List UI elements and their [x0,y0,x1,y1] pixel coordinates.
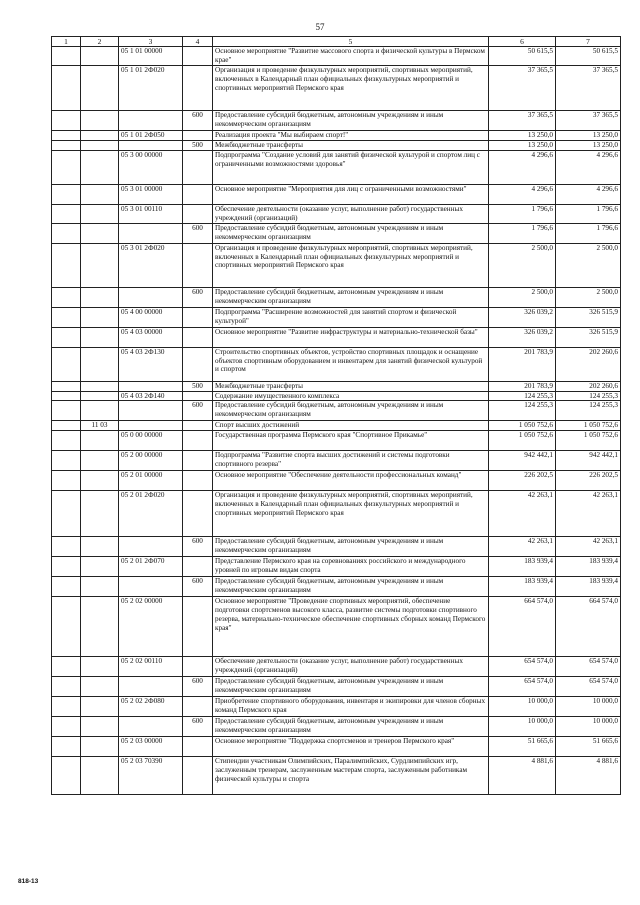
description-cell: Межбюджетные трансферты [213,381,489,391]
expense-type-code-cell: 600 [183,401,213,421]
amount-year-1-cell: 1 050 752,6 [489,431,556,451]
column-1-cell [52,287,81,307]
table-row [52,287,621,307]
amount-year-2-cell: 942 442,1 [556,451,621,471]
column-header: 1 [52,37,81,47]
table-row [52,677,621,697]
column-header: 3 [119,37,183,47]
description-cell: Предоставление субсидий бюджетным, автономным учреждениям и иным некоммерческим организациям [213,287,489,307]
amount-year-2-cell: 1 796,6 [556,223,621,243]
amount-year-1-cell: 201 783,9 [489,381,556,391]
amount-year-2-cell: 50 615,5 [556,47,621,66]
expense-type-code-cell [183,597,213,657]
description-cell: Содержание имущественного комплекса [213,391,489,401]
amount-year-2-cell: 10 000,0 [556,717,621,737]
section-code-cell [81,307,119,327]
table-row [52,47,621,66]
table-row [52,717,621,737]
description-cell: Предоставление субсидий бюджетным, автономным учреждениям и иным некоммерческим организациям [213,677,489,697]
column-1-cell [52,184,81,204]
section-code-cell [81,737,119,757]
section-code-cell [81,657,119,677]
section-code-cell [81,65,119,110]
column-1-cell [52,327,81,347]
section-code-cell [81,150,119,184]
table-row [52,491,621,537]
amount-year-2-cell: 326 515,9 [556,307,621,327]
column-1-cell [52,451,81,471]
target-article-code-cell: 05 1 01 00000 [119,47,183,66]
target-article-code-cell: 05 3 01 00110 [119,204,183,223]
amount-year-1-cell: 51 665,6 [489,737,556,757]
expense-type-code-cell [183,421,213,431]
column-1-cell [52,431,81,451]
target-article-code-cell: 05 2 00 00000 [119,451,183,471]
target-article-code-cell [119,110,183,130]
target-article-code-cell: 05 3 01 2Ф020 [119,243,183,287]
amount-year-2-cell: 4 296,6 [556,150,621,184]
column-1-cell [52,65,81,110]
column-1-cell [52,557,81,577]
amount-year-1-cell: 42 263,1 [489,491,556,537]
section-code-cell [81,140,119,150]
expense-type-code-cell [183,65,213,110]
amount-year-1-cell: 2 500,0 [489,243,556,287]
table-row [52,140,621,150]
section-code-cell [81,717,119,737]
expense-type-code-cell [183,471,213,491]
table-row [52,243,621,287]
table-row [52,204,621,223]
description-cell: Предоставление субсидий бюджетным, автономным учреждениям и иным некоммерческим организациям [213,717,489,737]
column-1-cell [52,110,81,130]
amount-year-1-cell: 201 783,9 [489,347,556,381]
section-code-cell: 11 03 [81,421,119,431]
section-code-cell [81,431,119,451]
column-1-cell [52,401,81,421]
amount-year-1-cell: 124 255,3 [489,391,556,401]
amount-year-1-cell: 37 365,5 [489,65,556,110]
description-cell: Подпрограмма "Расширение возможностей для занятий спортом и физической культурой" [213,307,489,327]
description-cell: Основное мероприятие "Мероприятия для лиц с ограниченными возможностями" [213,184,489,204]
expense-type-code-cell [183,327,213,347]
amount-year-2-cell: 42 263,1 [556,537,621,557]
column-header: 6 [489,37,556,47]
description-cell: Спорт высших достижений [213,421,489,431]
page-number: 57 [315,22,325,32]
description-cell: Организация и проведение физкультурных мероприятий, спортивных мероприятий, включенных в Календарный план официальных физкультурных мероприятий и спортивных мероприятий Пермского края [213,243,489,287]
amount-year-2-cell: 2 500,0 [556,287,621,307]
description-cell: Предоставление субсидий бюджетным, автономным учреждениям и иным некоммерческим организациям [213,577,489,597]
expense-type-code-cell [183,451,213,471]
table-row [52,757,621,795]
description-cell: Основное мероприятие "Поддержка спортсменов и тренеров Пермского края" [213,737,489,757]
target-article-code-cell [119,287,183,307]
target-article-code-cell: 05 2 01 2Ф070 [119,557,183,577]
table-row [52,597,621,657]
table-row [52,65,621,110]
amount-year-1-cell: 2 500,0 [489,287,556,307]
description-cell: Строительство спортивных объектов, устройство спортивных площадок и оснащение объектов спортивным оборудованием и инвентарем для занятий физической культурой и спортом [213,347,489,381]
table-row [52,557,621,577]
expense-type-code-cell [183,491,213,537]
column-1-cell [52,204,81,223]
target-article-code-cell: 05 2 02 00000 [119,597,183,657]
amount-year-2-cell: 37 365,5 [556,65,621,110]
amount-year-2-cell: 326 515,9 [556,327,621,347]
table-row [52,381,621,391]
column-1-cell [52,597,81,657]
amount-year-2-cell: 1 796,6 [556,204,621,223]
section-code-cell [81,243,119,287]
amount-year-2-cell: 4 296,6 [556,184,621,204]
expense-type-code-cell: 600 [183,577,213,597]
table-row [52,401,621,421]
column-1-cell [52,130,81,140]
expense-type-code-cell: 600 [183,287,213,307]
expense-type-code-cell: 600 [183,717,213,737]
amount-year-1-cell: 1 796,6 [489,223,556,243]
expense-type-code-cell: 600 [183,537,213,557]
column-1-cell [52,150,81,184]
column-header-row [52,37,621,47]
amount-year-2-cell: 1 050 752,6 [556,421,621,431]
section-code-cell [81,47,119,66]
description-cell: Представление Пермского края на соревнованиях российского и международного уровней по игровым видам спорта [213,557,489,577]
amount-year-1-cell: 50 615,5 [489,47,556,66]
section-code-cell [81,677,119,697]
column-1-cell [52,471,81,491]
amount-year-2-cell: 1 050 752,6 [556,431,621,451]
amount-year-1-cell: 10 000,0 [489,717,556,737]
expense-type-code-cell [183,184,213,204]
expense-type-code-cell [183,737,213,757]
description-cell: Обеспечение деятельности (оказание услуг, выполнение работ) государственных учреждений (организаций) [213,657,489,677]
description-cell: Основное мероприятие "Развитие инфраструктуры и материально-технической базы" [213,327,489,347]
amount-year-2-cell: 4 881,6 [556,757,621,795]
section-code-cell [81,537,119,557]
amount-year-2-cell: 202 260,6 [556,381,621,391]
table-row [52,697,621,717]
amount-year-2-cell: 124 255,3 [556,401,621,421]
column-1-cell [52,537,81,557]
description-cell: Подпрограмма "Создание условий для занятий физической культурой и спортом лиц с ограниченными возможностями здоровья" [213,150,489,184]
section-code-cell [81,327,119,347]
column-1-cell [52,223,81,243]
section-code-cell [81,287,119,307]
expense-type-code-cell [183,150,213,184]
section-code-cell [81,381,119,391]
amount-year-1-cell: 654 574,0 [489,677,556,697]
target-article-code-cell: 05 1 01 2Ф050 [119,130,183,140]
description-cell: Подпрограмма "Развитие спорта высших достижений и системы подготовки спортивного резерва" [213,451,489,471]
description-cell: Обеспечение деятельности (оказание услуг, выполнение работ) государственных учреждений (организаций) [213,204,489,223]
form-code: 818-13 [18,878,39,885]
amount-year-2-cell: 654 574,0 [556,677,621,697]
amount-year-2-cell: 654 574,0 [556,657,621,677]
description-cell: Стипендии участникам Олимпийских, Паралимпийских, Сурдлимпийских игр, заслуженным тренерам, заслуженным мастерам спорта, заслуженным работникам физической культуры и спорта [213,757,489,795]
description-cell: Основное мероприятие "Развитие массового спорта и физической культуры в Пермском крае" [213,47,489,66]
target-article-code-cell: 05 2 03 70390 [119,757,183,795]
amount-year-2-cell: 37 365,5 [556,110,621,130]
table-row [52,431,621,451]
expense-type-code-cell: 500 [183,140,213,150]
description-cell: Организация и проведение физкультурных мероприятий, спортивных мероприятий, включенных в Календарный план официальных физкультурных мероприятий и спортивных мероприятий Пермского края [213,491,489,537]
expense-type-code-cell [183,243,213,287]
description-cell: Основное мероприятие "Обеспечение деятельности профессиональных команд" [213,471,489,491]
table-row [52,150,621,184]
section-code-cell [81,757,119,795]
amount-year-2-cell: 2 500,0 [556,243,621,287]
table-row [52,451,621,471]
column-1-cell [52,717,81,737]
amount-year-1-cell: 664 574,0 [489,597,556,657]
description-cell: Реализация проекта "Мы выбираем спорт!" [213,130,489,140]
target-article-code-cell [119,577,183,597]
section-code-cell [81,347,119,381]
column-header: 7 [556,37,621,47]
description-cell: Предоставление субсидий бюджетным, автономным учреждениям и иным некоммерческим организациям [213,401,489,421]
section-code-cell [81,391,119,401]
target-article-code-cell [119,140,183,150]
target-article-code-cell: 05 2 03 00000 [119,737,183,757]
column-1-cell [52,677,81,697]
amount-year-1-cell: 13 250,0 [489,130,556,140]
section-code-cell [81,697,119,717]
target-article-code-cell: 05 2 01 00000 [119,471,183,491]
column-1-cell [52,307,81,327]
column-1-cell [52,657,81,677]
budget-table-body [52,37,621,795]
table-row [52,184,621,204]
target-article-code-cell [119,401,183,421]
section-code-cell [81,401,119,421]
table-row [52,737,621,757]
amount-year-1-cell: 183 939,4 [489,557,556,577]
amount-year-1-cell: 10 000,0 [489,697,556,717]
description-cell: Межбюджетные трансферты [213,140,489,150]
column-1-cell [52,757,81,795]
expense-type-code-cell: 600 [183,223,213,243]
section-code-cell [81,110,119,130]
description-cell: Предоставление субсидий бюджетным, автономным учреждениям и иным некоммерческим организациям [213,537,489,557]
budget-table [51,36,621,795]
amount-year-1-cell: 654 574,0 [489,657,556,677]
column-1-cell [52,47,81,66]
section-code-cell [81,597,119,657]
expense-type-code-cell [183,557,213,577]
expense-type-code-cell: 600 [183,677,213,697]
amount-year-2-cell: 226 202,5 [556,471,621,491]
expense-type-code-cell [183,757,213,795]
target-article-code-cell: 05 4 00 00000 [119,307,183,327]
expense-type-code-cell [183,347,213,381]
description-cell: Предоставление субсидий бюджетным, автономным учреждениям и иным некоммерческим организациям [213,110,489,130]
amount-year-1-cell: 4 296,6 [489,184,556,204]
section-code-cell [81,491,119,537]
column-1-cell [52,140,81,150]
target-article-code-cell [119,717,183,737]
description-cell: Государственная программа Пермского края "Спортивное Прикамье" [213,431,489,451]
section-code-cell [81,184,119,204]
expense-type-code-cell [183,697,213,717]
amount-year-2-cell: 124 255,3 [556,391,621,401]
column-header: 5 [213,37,489,47]
description-cell: Предоставление субсидий бюджетным, автономным учреждениям и иным некоммерческим организациям [213,223,489,243]
amount-year-2-cell: 10 000,0 [556,697,621,717]
amount-year-1-cell: 1 050 752,6 [489,421,556,431]
amount-year-2-cell: 183 939,4 [556,577,621,597]
expense-type-code-cell [183,431,213,451]
section-code-cell [81,130,119,140]
amount-year-2-cell: 664 574,0 [556,597,621,657]
column-1-cell [52,577,81,597]
amount-year-1-cell: 42 263,1 [489,537,556,557]
section-code-cell [81,451,119,471]
amount-year-1-cell: 326 039,2 [489,327,556,347]
expense-type-code-cell: 600 [183,110,213,130]
amount-year-1-cell: 1 796,6 [489,204,556,223]
amount-year-1-cell: 13 250,0 [489,140,556,150]
target-article-code-cell: 05 1 01 2Ф020 [119,65,183,110]
table-row [52,421,621,431]
amount-year-2-cell: 42 263,1 [556,491,621,537]
table-row [52,327,621,347]
expense-type-code-cell [183,391,213,401]
target-article-code-cell: 05 3 00 00000 [119,150,183,184]
expense-type-code-cell [183,657,213,677]
table-row [52,391,621,401]
table-row [52,347,621,381]
target-article-code-cell [119,381,183,391]
target-article-code-cell: 05 4 03 2Ф130 [119,347,183,381]
expense-type-code-cell [183,307,213,327]
table-row [52,577,621,597]
target-article-code-cell [119,537,183,557]
column-1-cell [52,381,81,391]
amount-year-1-cell: 37 365,5 [489,110,556,130]
amount-year-2-cell: 202 260,6 [556,347,621,381]
amount-year-1-cell: 183 939,4 [489,577,556,597]
target-article-code-cell: 05 3 01 00000 [119,184,183,204]
section-code-cell [81,223,119,243]
amount-year-2-cell: 13 250,0 [556,140,621,150]
target-article-code-cell: 05 4 03 2Ф140 [119,391,183,401]
description-cell: Приобретение спортивного оборудования, инвентаря и экипировки для членов сборных команд Пермского края [213,697,489,717]
column-1-cell [52,421,81,431]
target-article-code-cell: 05 2 01 2Ф020 [119,491,183,537]
amount-year-2-cell: 51 665,6 [556,737,621,757]
column-1-cell [52,391,81,401]
table-row [52,471,621,491]
column-1-cell [52,243,81,287]
amount-year-2-cell: 13 250,0 [556,130,621,140]
section-code-cell [81,577,119,597]
target-article-code-cell [119,223,183,243]
description-cell: Организация и проведение физкультурных мероприятий, спортивных мероприятий, включенных в Календарный план официальных физкультурных мероприятий и спортивных мероприятий Пермского края [213,65,489,110]
table-row [52,130,621,140]
table-row [52,537,621,557]
expense-type-code-cell: 500 [183,381,213,391]
expense-type-code-cell [183,47,213,66]
expense-type-code-cell [183,204,213,223]
column-1-cell [52,491,81,537]
column-1-cell [52,737,81,757]
target-article-code-cell [119,677,183,697]
description-cell: Основное мероприятие "Проведение спортивных мероприятий, обеспечение подготовки спортсменов высокого класса, развитие системы подготовки спортивного резерва, материально-техническое обеспечение спортивных сборных команд Пермского края" [213,597,489,657]
amount-year-1-cell: 124 255,3 [489,401,556,421]
column-1-cell [52,347,81,381]
amount-year-2-cell: 183 939,4 [556,557,621,577]
target-article-code-cell: 05 4 03 00000 [119,327,183,347]
amount-year-1-cell: 4 296,6 [489,150,556,184]
table-row [52,657,621,677]
table-row [52,307,621,327]
column-header: 2 [81,37,119,47]
section-code-cell [81,557,119,577]
section-code-cell [81,471,119,491]
table-row [52,110,621,130]
amount-year-1-cell: 942 442,1 [489,451,556,471]
amount-year-1-cell: 326 039,2 [489,307,556,327]
section-code-cell [81,204,119,223]
column-1-cell [52,697,81,717]
amount-year-1-cell: 226 202,5 [489,471,556,491]
target-article-code-cell: 05 0 00 00000 [119,431,183,451]
target-article-code-cell [119,421,183,431]
expense-type-code-cell [183,130,213,140]
column-header: 4 [183,37,213,47]
target-article-code-cell: 05 2 02 00110 [119,657,183,677]
target-article-code-cell: 05 2 02 2Ф080 [119,697,183,717]
table-row [52,223,621,243]
amount-year-1-cell: 4 881,6 [489,757,556,795]
